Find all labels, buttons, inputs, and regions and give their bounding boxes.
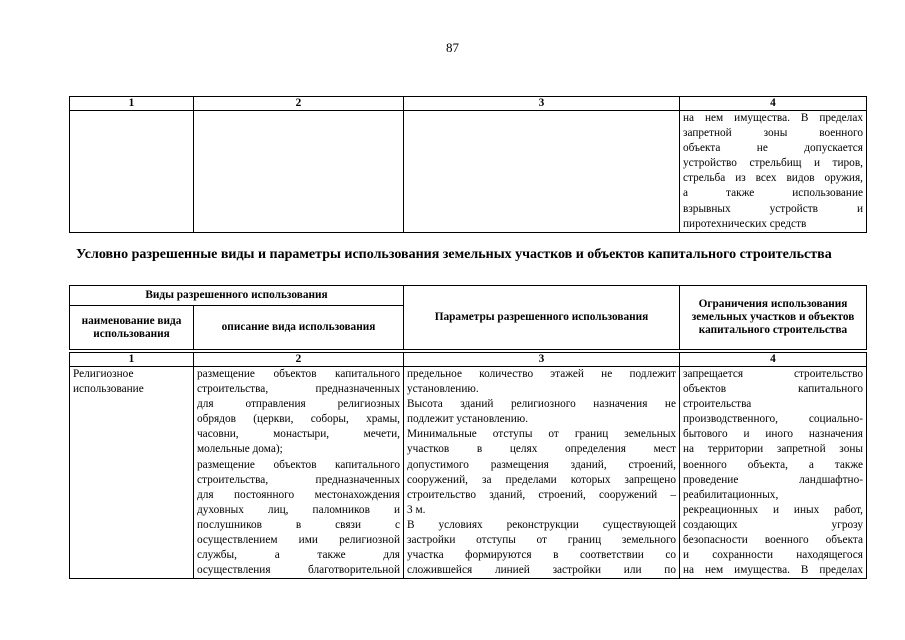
text-line: сложившейся линией застройки или по bbox=[407, 564, 676, 577]
text-line: участков в целях определения мест bbox=[407, 443, 676, 456]
text-line: запретной зоны военного bbox=[683, 127, 863, 140]
text-line: строительства, предназначенных bbox=[197, 473, 400, 486]
text-line: осуществления благотворительной bbox=[197, 564, 400, 577]
text-line: осуществлением ими религиозной bbox=[197, 534, 400, 547]
text-line: а также использование bbox=[683, 187, 863, 200]
text-line: размещение объектов капитального bbox=[197, 458, 400, 471]
text-line: строительства, предназначенных bbox=[197, 383, 400, 396]
text-line: участка формируются в соответствии со bbox=[407, 549, 676, 562]
text-line: молельные дома); bbox=[197, 443, 283, 456]
empty-cell bbox=[70, 111, 194, 233]
text-line: обрядов (церкви, соборы, храмы, bbox=[197, 413, 400, 426]
text-line: на нем имущества. В пределах bbox=[683, 112, 863, 124]
text-line: установлению. bbox=[407, 383, 479, 396]
text-line: и сохранности находящегося bbox=[683, 549, 863, 562]
section-title: Условно разрешенные виды и параметры использования земельных участков и объектов капитального строительства bbox=[76, 247, 832, 262]
header-permitted-uses: Виды разрешенного использования bbox=[70, 286, 404, 306]
text-line: запрещается строительство bbox=[683, 368, 863, 380]
text-line: на нем имущества. В пределах bbox=[683, 564, 863, 577]
page-number: 87 bbox=[446, 40, 459, 55]
text-line: для постоянного местонахождения bbox=[197, 488, 400, 501]
header-use-description: описание вида использования bbox=[194, 306, 404, 350]
restrictions-cell bbox=[680, 367, 867, 579]
use-name: Религиозное использование bbox=[73, 368, 144, 396]
text-line: сооружений, за пределами которых запрещено bbox=[407, 473, 676, 486]
col-number-1: 1 bbox=[70, 353, 194, 367]
use-name-cell bbox=[70, 367, 194, 579]
header-parameters: Параметры разрешенного использования bbox=[404, 286, 680, 350]
text-line: создающих угрозу bbox=[683, 518, 863, 531]
text-line: допустимого размещения зданий, строений, bbox=[407, 458, 676, 471]
text-line: стрельба из всех видов оружия, bbox=[683, 172, 863, 185]
text-line: производственного, социально- bbox=[683, 413, 863, 426]
header-restrictions: Ограничения использования земельных участков и объектов капитального строительства bbox=[680, 286, 867, 350]
text-line: реабилитационных, bbox=[683, 488, 779, 501]
text-line: для отправления религиозных bbox=[197, 398, 400, 411]
col-number-2: 2 bbox=[194, 353, 404, 367]
col-number-2: 2 bbox=[194, 97, 404, 111]
text-line: В условиях реконструкции существующей bbox=[407, 518, 676, 531]
text-line: духовных лиц, паломников и bbox=[197, 503, 400, 516]
text-line: взрывных устройств и bbox=[683, 202, 863, 215]
col-number-3: 3 bbox=[404, 97, 680, 111]
text-line: рекреационных и иных работ, bbox=[683, 503, 863, 516]
col-number-4: 4 bbox=[680, 353, 867, 367]
text-line: строительства bbox=[683, 398, 752, 411]
text-line: Высота зданий религиозного назначения не bbox=[407, 398, 676, 411]
empty-cell bbox=[404, 111, 680, 233]
text-line: проведение ландшафтно- bbox=[683, 473, 863, 486]
text-line: предельное количество этажей не подлежит bbox=[407, 368, 676, 380]
header-use-name: наименование вида использования bbox=[70, 306, 194, 350]
empty-cell bbox=[194, 111, 404, 233]
text-line: послушников в связи с bbox=[197, 518, 400, 531]
col-number-1: 1 bbox=[70, 97, 194, 111]
text-line: безопасности военного объекта bbox=[683, 534, 863, 547]
text-line: объекта не допускается bbox=[683, 142, 863, 155]
text-line: часовни, монастыри, мечети, bbox=[197, 428, 400, 441]
col-number-4: 4 bbox=[680, 97, 867, 111]
continuation-table bbox=[69, 96, 867, 233]
col-number-3: 3 bbox=[404, 353, 680, 367]
text-line: бытового и иного назначения bbox=[683, 428, 863, 441]
text-line: устройство стрельбищ и тиров, bbox=[683, 157, 863, 170]
text-line: объектов капитального bbox=[683, 383, 863, 396]
text-line: Минимальные отступы от границ земельных bbox=[407, 428, 676, 441]
restriction-text-continued bbox=[680, 111, 867, 233]
text-line: строительство зданий, строений, сооружений – bbox=[407, 488, 676, 501]
parameters-cell bbox=[404, 367, 680, 579]
text-line: 3 м. bbox=[407, 503, 426, 516]
text-line: военного объекта, а также bbox=[683, 458, 863, 471]
text-line: службы, а также для bbox=[197, 549, 400, 562]
text-line: на территории запретной зоны bbox=[683, 443, 863, 456]
text-line: пиротехнических средств bbox=[683, 217, 807, 230]
text-line: размещение объектов капитального bbox=[197, 368, 400, 380]
text-line: подлежит установлению. bbox=[407, 413, 529, 426]
conditional-uses-table bbox=[69, 285, 867, 579]
use-description-cell bbox=[194, 367, 404, 579]
text-line: застройки отступы от границ земельного bbox=[407, 534, 676, 547]
